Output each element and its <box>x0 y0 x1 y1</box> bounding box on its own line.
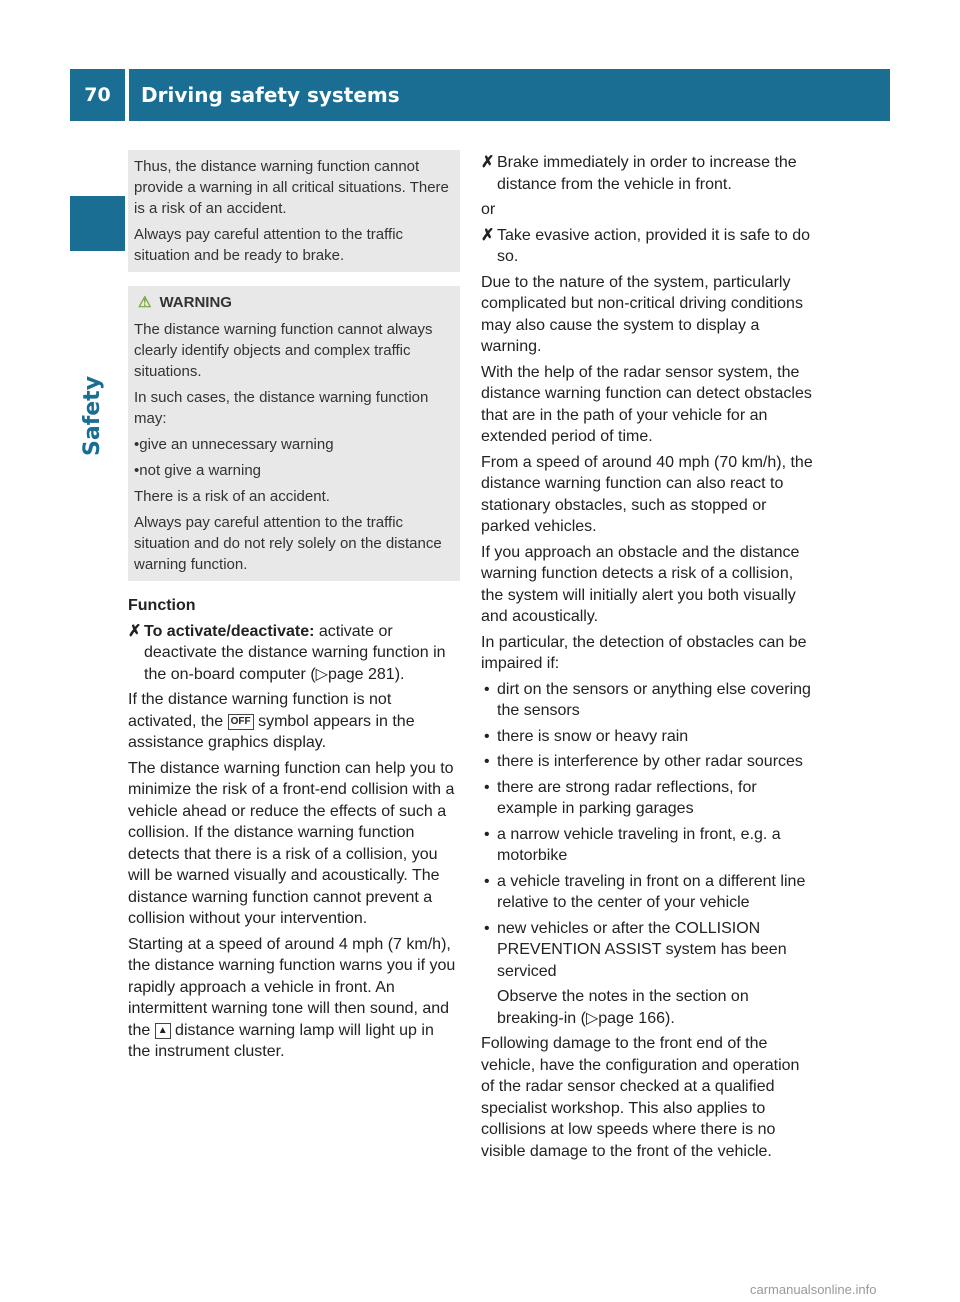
warning-heading <box>134 292 454 313</box>
page-header <box>70 69 890 121</box>
distance-warning-lamp-icon: ▲ <box>155 1023 171 1039</box>
box-paragraph: Thus, the distance warning function cannot provide a warning in all critical situations. There is a risk of an accident. <box>134 158 449 217</box>
or-text: or <box>481 201 496 218</box>
page-ref-icon: ▷ <box>585 1009 599 1027</box>
page-reference[interactable]: page 166). <box>598 1009 675 1027</box>
info-box <box>128 150 460 272</box>
function-heading: Function <box>128 597 196 614</box>
left-column <box>128 150 460 1067</box>
page-number: 70 <box>70 69 125 121</box>
step-arrow-icon: ✗ <box>481 226 495 244</box>
side-tab <box>70 126 125 1226</box>
list-item: • there is interference by other radar sources <box>481 751 816 773</box>
section-title: Driving safety systems <box>129 69 890 121</box>
paragraph: The distance warning function can help you to minimize the risk of a front-end collision with a vehicle ahead or reduce the effects of such a collision. If the distance warning function detects that there is a risk of a collision, you will be warned visually and acoustically. The distance warning function cannot prevent a collision without your intervention. <box>128 759 455 927</box>
right-column <box>481 152 816 1166</box>
paragraph: From a speed of around 40 mph (70 km/h), the distance warning function can also react to stationary obstacles, such as stopped or parked vehicles. <box>481 453 813 535</box>
box-bullet: • give an unnecessary warning <box>134 434 454 455</box>
paragraph: Starting at a speed of around 4 mph (7 km/h), the distance warning function warns you if you rapidly approach a vehicle in front. An intermittent warning tone will then sound, and the ▲ distance warning lamp will light up in the instrument cluster. <box>128 935 456 1060</box>
list-item: • a narrow vehicle traveling in front, e.g. a motorbike <box>481 824 816 867</box>
list-item: • dirt on the sensors or anything else covering the sensors <box>481 679 816 722</box>
paragraph: With the help of the radar sensor system, the distance warning function can detect obstacles that are in the path of your vehicle for an extended period of time. <box>481 363 812 445</box>
distance-warning-off-icon: OFF <box>228 714 254 730</box>
warning-triangle-icon: ⚠ <box>138 294 152 311</box>
list-item: • there are strong radar reflections, for example in parking garages <box>481 777 816 820</box>
warning-box <box>128 286 460 581</box>
step-arrow-icon: ✗ <box>128 622 142 640</box>
paragraph: If you approach an obstacle and the distance warning function detects a risk of a collision, the system will initially alert you both visually and acoustically. <box>481 543 800 625</box>
paragraph: Due to the nature of the system, particularly complicated but non-critical driving conditions may also cause the system to display a warning. <box>481 273 803 355</box>
activate-step: ✗ To activate/deactivate: activate or deactivate the distance warning function in the on-board computer (▷page 281). <box>128 622 446 683</box>
side-tab-label: Safety <box>80 375 105 456</box>
side-tab-marker <box>70 196 125 251</box>
box-paragraph: Always pay careful attention to the traffic situation and do not rely solely on the distance warning function. <box>134 514 442 573</box>
paragraph: If the distance warning function is not activated, the OFF symbol appears in the assistance graphics display. <box>128 691 415 751</box>
paragraph: Following damage to the front end of the vehicle, have the configuration and operation of the radar sensor checked at a qualified specialist workshop. This also applies to collisions at low speeds where there is no visible damage to the front of the vehicle. <box>481 1035 800 1160</box>
page-ref-icon: ▷ <box>315 665 328 683</box>
box-paragraph: There is a risk of an accident. <box>134 488 330 505</box>
list-item: • there is snow or heavy rain <box>481 726 816 748</box>
list-item: • new vehicles or after the COLLISION PREVENTION ASSIST system has been serviced <box>481 918 816 983</box>
paragraph: In particular, the detection of obstacles can be impaired if: <box>481 633 807 672</box>
step-arrow-icon: ✗ <box>481 154 495 171</box>
box-paragraph: In such cases, the distance warning function may: <box>134 389 429 427</box>
watermark: carmanualsonline.info <box>750 1282 877 1297</box>
box-paragraph: Always pay careful attention to the traffic situation and be ready to brake. <box>134 226 404 264</box>
observe-note: Observe the notes in the section on breaking-in (▷page 166). <box>497 988 749 1027</box>
evasive-step: ✗ Take evasive action, provided it is safe to do so. <box>481 226 811 265</box>
list-item: • a vehicle traveling in front on a different line relative to the center of your vehicle <box>481 871 816 914</box>
box-bullet: • not give a warning <box>134 460 454 481</box>
brake-step: ✗ Brake immediately in order to increase the distance from the vehicle in front. <box>481 154 797 193</box>
page-reference[interactable]: page 281). <box>327 665 405 683</box>
box-paragraph: The distance warning function cannot always clearly identify objects and complex traffic situations. <box>134 321 433 380</box>
warning-label: WARNING <box>159 294 232 311</box>
